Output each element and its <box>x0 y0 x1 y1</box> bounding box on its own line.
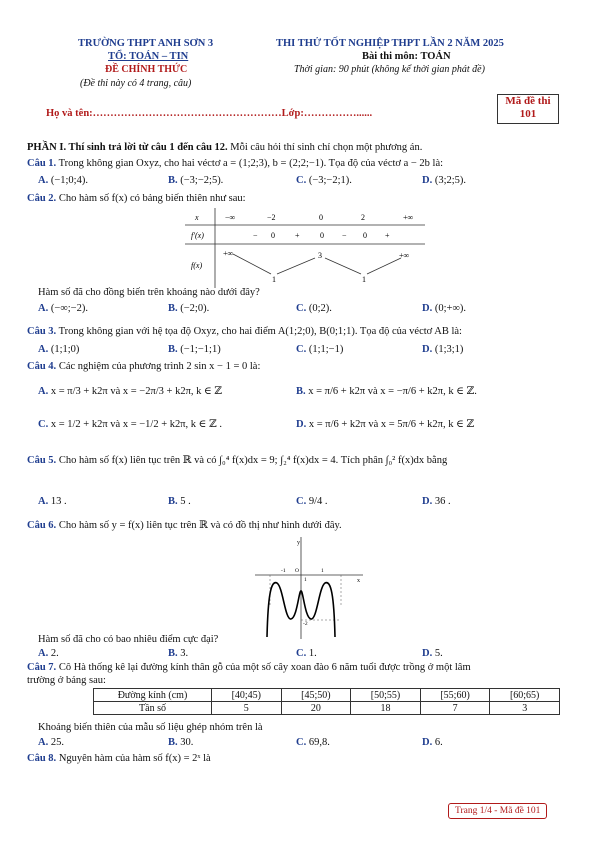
q6-graph <box>255 535 365 640</box>
school-name: TRƯỜNG THPT ANH SƠN 3 <box>78 38 214 49</box>
freq-group-0: [40;45) <box>212 689 282 702</box>
graph-y-label: y <box>297 540 300 546</box>
freq-group-4: [60;65) <box>490 689 560 702</box>
exam-title: THI THỬ TỐT NGHIỆP THPT LẦN 2 NĂM 2025 <box>276 38 504 49</box>
vt-arrow-4 <box>367 258 401 274</box>
q1-text: Trong không gian Oxyz, cho hai véctơ a = (1;2;3), b = (2;2;−1). Tọa độ của véctơ a − 2b là: <box>58 158 444 169</box>
q1-option-b[interactable]: B. (−3;−2;5). <box>168 175 224 186</box>
freq-count-2: 18 <box>351 702 421 715</box>
q2-label: Câu 2. <box>27 193 57 204</box>
freq-count-1: 20 <box>281 702 351 715</box>
q8-text: Nguyên hàm của hàm số f(x) = 2ˣ là <box>58 753 211 764</box>
graph-one-label: 1 <box>304 577 307 583</box>
freq-count-3: 7 <box>420 702 490 715</box>
q7-text: Cô Hà thống kê lại đường kính thân gỗ của một số cây xoan đào 6 năm tuổi được trồng ở một lâm <box>58 662 471 673</box>
vt-sign-3: 0 <box>320 231 324 240</box>
exam-time: Thời gian: 90 phút (không kể thời gian phát đề) <box>294 64 485 75</box>
q6-text: Cho hàm số y = f(x) liên tục trên ℝ và có đồ thị như hình dưới đây. <box>58 520 342 531</box>
q7-option-d[interactable]: D. 6. <box>422 737 443 748</box>
vt-f-label: f(x) <box>191 261 203 270</box>
vt-f-4: +∞ <box>399 251 410 260</box>
q2-option-a[interactable]: A. (−∞;−2). <box>38 303 88 314</box>
q7-option-b[interactable]: B. 30. <box>168 737 194 748</box>
q4-option-d[interactable]: D. x = π/6 + k2π và x = 5π/6 + k2π, k ∈ ℤ <box>296 419 475 430</box>
vt-x-1: −2 <box>267 213 276 222</box>
group-name: TỔ: TOÁN – TIN <box>108 51 189 62</box>
freq-row1-label: Đường kính (cm) <box>94 689 212 702</box>
vt-f-0: +∞ <box>223 249 234 258</box>
q5-option-a[interactable]: A. 13 . <box>38 496 67 507</box>
q3-option-c[interactable]: C. (1;1;−1) <box>296 344 344 355</box>
exam-code-box <box>497 94 559 124</box>
q5-text: Cho hàm số f(x) liên tục trên ℝ và có ∫₀⁴ f(x)dx = 9; ∫₂⁴ f(x)dx = 4. Tích phân ∫₀² f(x)dx bằng <box>58 455 448 466</box>
freq-row-groups <box>94 689 560 702</box>
q7-option-a[interactable]: A. 25. <box>38 737 64 748</box>
freq-group-1: [45;50) <box>281 689 351 702</box>
vt-x-0: −∞ <box>225 213 236 222</box>
exam-code-value: 101 <box>519 108 537 120</box>
q4-stem: Câu 4. Các nghiệm của phương trình 2 sin x − 1 = 0 là: <box>27 361 261 372</box>
freq-group-3: [55;60) <box>420 689 490 702</box>
q6-stem: Câu 6. Cho hàm số y = f(x) liên tục trên ℝ và có đồ thị như hình dưới đây. <box>27 520 342 531</box>
q3-option-a[interactable]: A. (1;1;0) <box>38 344 80 355</box>
q3-text: Trong không gian với hệ tọa độ Oxyz, cho hai điểm A(1;2;0), B(0;1;1). Tọa độ của véctơ AB là: <box>58 326 462 337</box>
vt-f-3: 1 <box>362 275 366 284</box>
q2-option-c[interactable]: C. (0;2). <box>296 303 332 314</box>
q4-option-b[interactable]: B. x = π/6 + k2π và x = −π/6 + k2π, k ∈ ℤ. <box>296 386 477 397</box>
vt-sign-2: + <box>295 231 300 240</box>
official-label: ĐỀ CHÍNH THỨC <box>105 64 188 75</box>
q6-option-c[interactable]: C. 1. <box>296 648 317 659</box>
vt-sign-1: 0 <box>271 231 275 240</box>
vt-sign-0: − <box>253 231 258 240</box>
graph-x-label: x <box>357 578 360 584</box>
q1-option-a[interactable]: A. (−1;0;4). <box>38 175 88 186</box>
q1-label: Câu 1. <box>27 158 57 169</box>
graph-m2-label: -2 <box>303 621 308 627</box>
q6-option-b[interactable]: B. 3. <box>168 648 189 659</box>
q4-option-a[interactable]: A. x = π/3 + k2π và x = −2π/3 + k2π, k ∈ ℤ <box>38 386 223 397</box>
q6-option-d[interactable]: D. 5. <box>422 648 443 659</box>
vt-f-2: 3 <box>318 251 322 260</box>
q5-option-d[interactable]: D. 36 . <box>422 496 451 507</box>
q7-text-2: trường ở bảng sau: <box>27 675 106 686</box>
vt-sign-4: − <box>342 231 347 240</box>
page-footer: Trang 1/4 - Mã đề 101 <box>448 803 547 819</box>
q7-option-c[interactable]: C. 69,8. <box>296 737 330 748</box>
q4-text: Các nghiệm của phương trình 2 sin x − 1 = 0 là: <box>58 361 261 372</box>
pages-note: (Đề thi này có 4 trang, câu) <box>80 78 192 89</box>
vt-sign-6: + <box>385 231 390 240</box>
q2-option-b[interactable]: B. (−2;0). <box>168 303 210 314</box>
q3-option-d[interactable]: D. (1;3;1) <box>422 344 464 355</box>
vt-f-1: 1 <box>272 275 276 284</box>
q5-option-c[interactable]: C. 9/4 . <box>296 496 328 507</box>
q6-question: Hàm số đã cho có bao nhiêu điểm cực đại? <box>38 634 219 645</box>
q1-option-c[interactable]: C. (−3;−2;1). <box>296 175 352 186</box>
frequency-table <box>93 688 560 715</box>
subject: Bài thi môn: TOÁN <box>362 51 451 62</box>
q5-stem: Câu 5. Cho hàm số f(x) liên tục trên ℝ và có ∫₀⁴ f(x)dx = 9; ∫₂⁴ f(x)dx = 4. Tích phân ∫₀² f(x)dx bằng <box>27 455 448 466</box>
q8-stem: Câu 8. Nguyên hàm của hàm số f(x) = 2ˣ là <box>27 753 211 764</box>
freq-row-counts <box>94 702 560 715</box>
graph-xp-label: 1 <box>321 568 324 574</box>
part1-instruction: Mỗi câu hỏi thí sinh chỉ chọn một phương án. <box>227 142 423 153</box>
q1-option-d[interactable]: D. (3;2;5). <box>422 175 467 186</box>
vt-fp-label: f′(x) <box>191 231 204 240</box>
q2-option-d[interactable]: D. (0;+∞). <box>422 303 467 314</box>
vt-x-2: 0 <box>319 213 323 222</box>
freq-count-4: 3 <box>490 702 560 715</box>
q3-stem: Câu 3. Trong không gian với hệ tọa độ Oxyz, cho hai điểm A(1;2;0), B(0;1;1). Tọa độ của véctơ AB là: <box>27 326 462 337</box>
q2-text: Cho hàm số f(x) có bảng biến thiên như sau: <box>58 193 246 204</box>
q7-question: Khoảng biến thiên của mẫu số liệu ghép nhóm trên là <box>38 722 263 733</box>
q4-option-c[interactable]: C. x = 1/2 + k2π và x = −1/2 + k2π, k ∈ ℤ . <box>38 419 222 430</box>
vt-arrow-2 <box>277 258 315 274</box>
part1-title: PHẦN I. Thí sinh trả lời từ câu 1 đến câu 12. <box>27 142 228 153</box>
vt-x-3: 2 <box>361 213 365 222</box>
vt-x-4: +∞ <box>403 213 414 222</box>
q6-option-a[interactable]: A. 2. <box>38 648 59 659</box>
part1-heading <box>27 142 422 153</box>
name-class-line: Họ và tên:………………………………………………Lớp:……………...... <box>46 108 373 119</box>
vt-sign-5: 0 <box>363 231 367 240</box>
vt-arrow-1 <box>233 254 271 274</box>
exam-code-label: Mã đề thi <box>505 95 551 107</box>
q1-stem <box>27 158 443 169</box>
freq-row2-label: Tần số <box>94 702 212 715</box>
q3-option-b[interactable]: B. (−1;−1;1) <box>168 344 221 355</box>
graph-xm-label: -1 <box>281 568 286 574</box>
variation-table <box>185 208 425 288</box>
freq-count-0: 5 <box>212 702 282 715</box>
graph-origin-label: O <box>295 568 299 574</box>
q2-question: Hàm số đã cho đồng biến trên khoảng nào dưới đây? <box>38 287 260 298</box>
q7-stem: Câu 7. Cô Hà thống kê lại đường kính thân gỗ của một số cây xoan đào 6 năm tuổi được trồng ở một lâm <box>27 662 471 673</box>
vt-arrow-3 <box>325 258 361 274</box>
q5-option-b[interactable]: B. 5 . <box>168 496 191 507</box>
freq-group-2: [50;55) <box>351 689 421 702</box>
vt-x-label: x <box>195 213 199 222</box>
q2-stem <box>27 193 246 204</box>
